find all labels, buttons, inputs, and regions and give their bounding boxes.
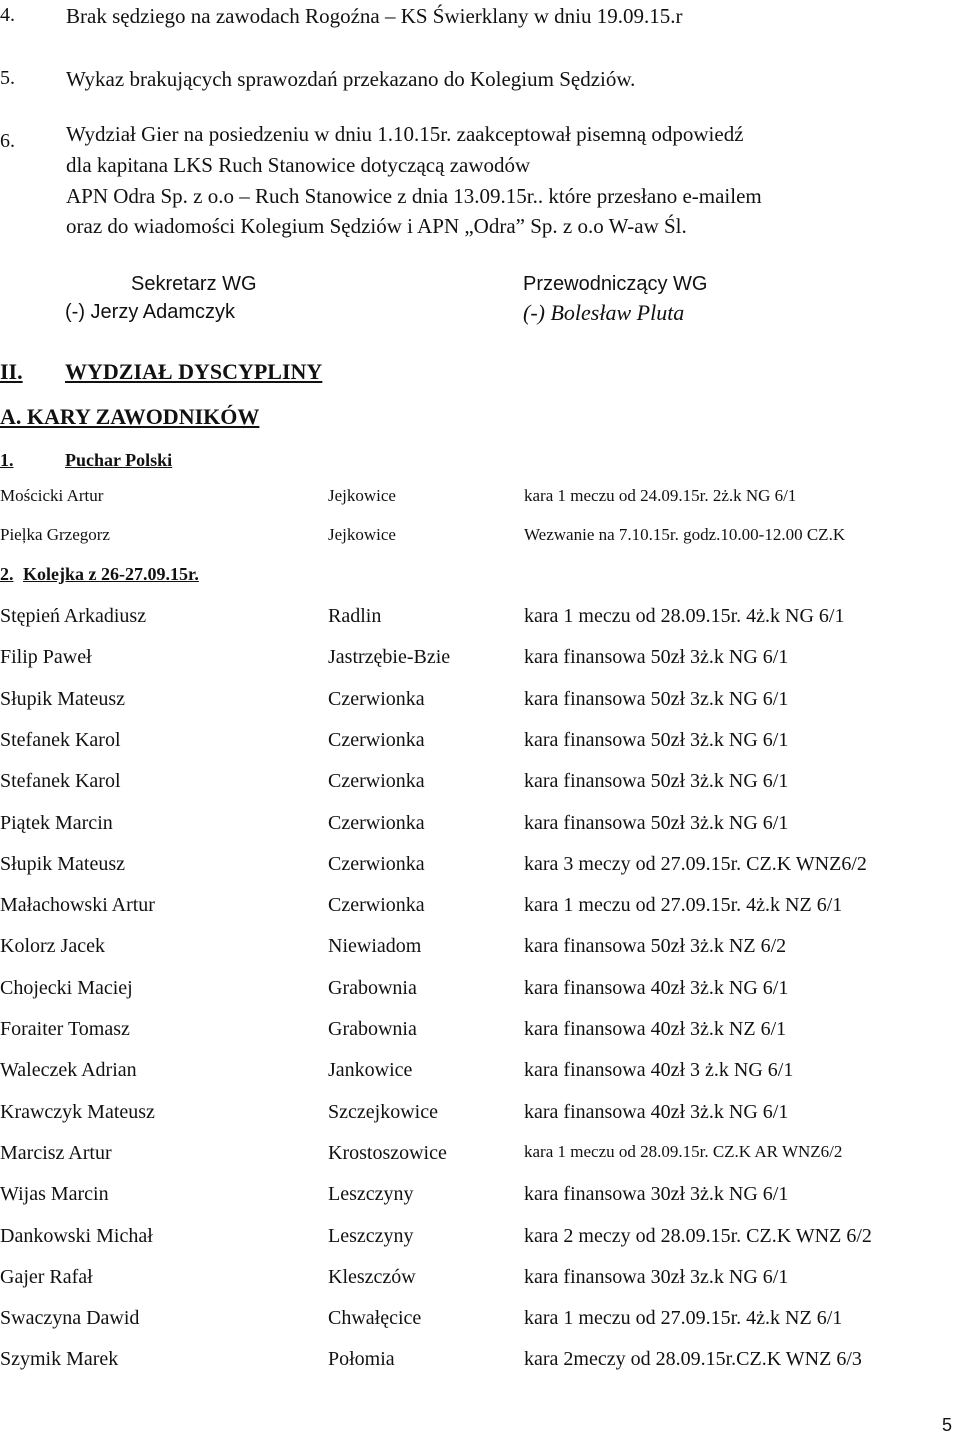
- penalty: kara finansowa 50zł 3ż.k NZ 6/2: [524, 935, 787, 957]
- penalty: kara finansowa 50zł 3ż.k NG 6/1: [524, 729, 789, 751]
- club-name: Jejkowice: [328, 486, 396, 505]
- table-row: [0, 1142, 960, 1168]
- club-name: Jejkowice: [328, 525, 396, 544]
- table-row: [0, 977, 960, 1003]
- club-name: Czerwionka: [328, 770, 425, 792]
- table-row: [0, 605, 960, 631]
- player-name: Kolorz Jacek: [0, 935, 105, 957]
- penalty: kara 2meczy od 28.09.15r.CZ.K WNZ 6/3: [524, 1348, 862, 1370]
- player-name: Słupik Mateusz: [0, 853, 125, 875]
- player-name: Piątek Marcin: [0, 812, 113, 834]
- table-row: [0, 1183, 960, 1209]
- player-name: Dankowski Michał: [0, 1225, 153, 1247]
- section-title: WYDZIAŁ DYSCYPLINY: [65, 359, 323, 384]
- table-row: [0, 894, 960, 920]
- table-row: [0, 1018, 960, 1044]
- penalty: kara 1 meczu od 27.09.15r. 4ż.k NZ 6/1: [524, 894, 843, 916]
- item-number: 6.: [0, 130, 15, 152]
- item-text-line: Brak sędziego na zawodach Rogoźna – KS Świerklany w dniu 19.09.15.r: [66, 4, 683, 28]
- player-name: Waleczek Adrian: [0, 1059, 137, 1081]
- club-name: Grabownia: [328, 977, 417, 999]
- item-text-line: oraz do wiadomości Kolegium Sędziów i APN „Odra” Sp. z o.o W-aw Śl.: [66, 214, 687, 238]
- penalty: kara 3 meczy od 27.09.15r. CZ.K WNZ6/2: [524, 853, 867, 875]
- club-name: Jankowice: [328, 1059, 413, 1081]
- table-row: [0, 525, 960, 551]
- table-row: [0, 1225, 960, 1251]
- signature-left-name: (-) Jerzy Adamczyk: [65, 301, 236, 323]
- club-name: Leszczyny: [328, 1225, 414, 1247]
- club-name: Leszczyny: [328, 1183, 414, 1205]
- penalty: kara 1 meczu od 24.09.15r. 2ż.k NG 6/1: [524, 486, 797, 505]
- table-row: [0, 1059, 960, 1085]
- penalty: kara finansowa 50zł 3ż.k NG 6/1: [524, 812, 789, 834]
- penalty: kara finansowa 50zł 3ż.k NG 6/1: [524, 770, 789, 792]
- club-name: Połomia: [328, 1348, 395, 1370]
- section-number: II.: [0, 359, 23, 384]
- player-name: Gajer Rafał: [0, 1266, 93, 1288]
- table-row: [0, 1266, 960, 1292]
- club-name: Czerwionka: [328, 812, 425, 834]
- table-row: [0, 853, 960, 879]
- club-name: Czerwionka: [328, 729, 425, 751]
- penalty: kara finansowa 50zł 3ż.k NG 6/1: [524, 646, 789, 668]
- club-name: Grabownia: [328, 1018, 417, 1040]
- penalty: kara finansowa 30zł 3z.k NG 6/1: [524, 1266, 789, 1288]
- item-text-line: APN Odra Sp. z o.o – Ruch Stanowice z dnia 13.09.15r.. które przesłano e-mailem: [66, 184, 762, 208]
- club-name: Czerwionka: [328, 853, 425, 875]
- group-number: 1.: [0, 450, 14, 470]
- signature-left-role: Sekretarz WG: [131, 273, 257, 295]
- penalty: kara 1 meczu od 27.09.15r. 4ż.k NZ 6/1: [524, 1307, 843, 1329]
- group-number: 2.: [0, 564, 14, 584]
- club-name: Czerwionka: [328, 688, 425, 710]
- section-subtitle: A. KARY ZAWODNIKÓW: [0, 404, 260, 429]
- club-name: Czerwionka: [328, 894, 425, 916]
- table-row: [0, 1307, 960, 1333]
- club-name: Niewiadom: [328, 935, 422, 957]
- table-row: [0, 646, 960, 672]
- signature-right-name: (-) Bolesław Pluta: [523, 300, 685, 325]
- player-name: Stefanek Karol: [0, 729, 121, 751]
- player-name: Chojecki Maciej: [0, 977, 133, 999]
- item-text-line: Wydział Gier na posiedzeniu w dniu 1.10.15r. zaakceptował pisemną odpowiedź: [66, 122, 744, 146]
- item-number: 4.: [0, 4, 15, 26]
- club-name: Radlin: [328, 605, 382, 627]
- group-title: Kolejka z 26-27.09.15r.: [23, 564, 199, 584]
- club-name: Krostoszowice: [328, 1142, 447, 1164]
- player-name: Wijas Marcin: [0, 1183, 109, 1205]
- penalty: kara finansowa 40zł 3ż.k NG 6/1: [524, 977, 789, 999]
- table-row: [0, 729, 960, 755]
- player-name: Szymik Marek: [0, 1348, 119, 1370]
- player-name: Pieļka Grzegorz: [0, 525, 110, 544]
- penalty: kara 2 meczy od 28.09.15r. CZ.K WNZ 6/2: [524, 1225, 872, 1247]
- player-name: Mościcki Artur: [0, 486, 104, 505]
- club-name: Kleszczów: [328, 1266, 416, 1288]
- table-row: [0, 1101, 960, 1127]
- penalty: kara finansowa 50zł 3z.k NG 6/1: [524, 688, 789, 710]
- club-name: Jastrzębie-Bzie: [328, 646, 451, 668]
- penalty: kara finansowa 40zł 3 ż.k NG 6/1: [524, 1059, 794, 1081]
- item-text-line: Wykaz brakujących sprawozdań przekazano do Kolegium Sędziów.: [66, 67, 636, 91]
- item-number: 5.: [0, 67, 15, 89]
- player-name: Stępień Arkadiusz: [0, 605, 147, 627]
- page-number: 5: [942, 1415, 953, 1435]
- table-row: [0, 935, 960, 961]
- penalty: kara 1 meczu od 28.09.15r. CZ.K AR WNZ6/2: [524, 1142, 843, 1161]
- player-name: Krawczyk Mateusz: [0, 1101, 155, 1123]
- table-row: [0, 486, 960, 512]
- penalty: Wezwanie na 7.10.15r. godz.10.00-12.00 CZ.K: [524, 525, 846, 544]
- penalty: kara finansowa 40zł 3ż.k NG 6/1: [524, 1101, 789, 1123]
- table-row: [0, 770, 960, 796]
- item-text-line: dla kapitana LKS Ruch Stanowice dotyczącą zawodów: [66, 153, 531, 177]
- player-name: Słupik Mateusz: [0, 688, 125, 710]
- group-title: Puchar Polski: [65, 450, 173, 470]
- player-name: Filip Paweł: [0, 646, 92, 668]
- player-name: Marcisz Artur: [0, 1142, 112, 1164]
- player-name: Swaczyna Dawid: [0, 1307, 140, 1329]
- table-row: [0, 812, 960, 838]
- penalty: kara finansowa 30zł 3ż.k NG 6/1: [524, 1183, 789, 1205]
- club-name: Szczejkowice: [328, 1101, 438, 1123]
- penalty: kara finansowa 40zł 3ż.k NZ 6/1: [524, 1018, 787, 1040]
- player-name: Foraiter Tomasz: [0, 1018, 130, 1040]
- signature-right-role: Przewodniczący WG: [523, 273, 708, 295]
- player-name: Stefanek Karol: [0, 770, 121, 792]
- penalty: kara 1 meczu od 28.09.15r. 4ż.k NG 6/1: [524, 605, 845, 627]
- player-name: Małachowski Artur: [0, 894, 155, 916]
- table-row: [0, 688, 960, 714]
- club-name: Chwałęcice: [328, 1307, 422, 1329]
- table-row: [0, 1348, 960, 1374]
